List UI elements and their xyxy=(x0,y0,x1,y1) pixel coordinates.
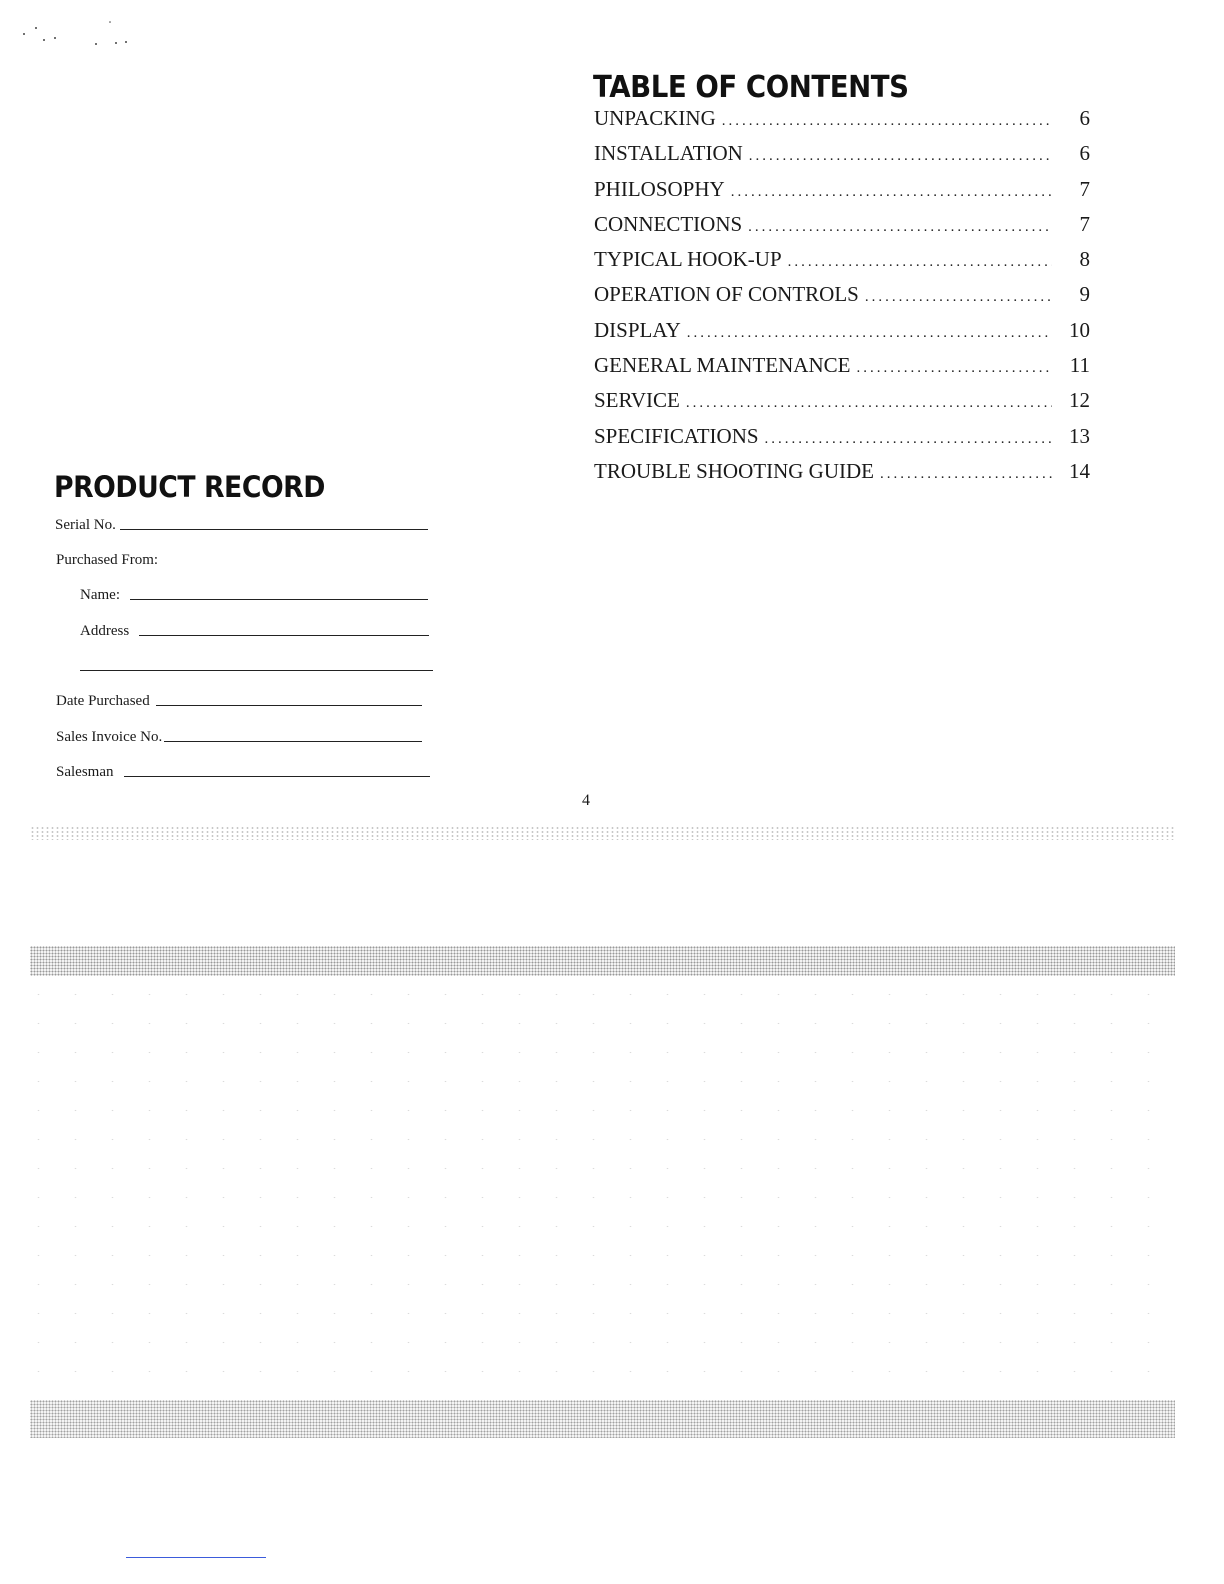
scan-noise-band-upper xyxy=(30,946,1175,976)
address-continuation-line xyxy=(80,669,433,671)
dot-leader xyxy=(856,360,1052,377)
toc-entry-page: 6 xyxy=(1079,141,1090,166)
toc-entry-label: OPERATION OF CONTROLS xyxy=(594,282,859,307)
salesman-label: Salesman xyxy=(56,764,114,780)
toc-entry-page: 7 xyxy=(1079,176,1090,201)
toc-entry xyxy=(594,177,1090,212)
toc-entry-page: 10 xyxy=(1069,317,1090,342)
toc-entry-label: DISPLAY xyxy=(594,317,681,342)
toc-entry xyxy=(594,353,1090,388)
name-label: Name: xyxy=(80,587,120,603)
purchased-from-label: Purchased From: xyxy=(56,552,159,568)
product-record-heading: PRODUCT RECORD xyxy=(54,470,325,504)
address-field xyxy=(80,620,429,640)
dot-leader xyxy=(880,466,1052,483)
sales-invoice-label: Sales Invoice No. xyxy=(56,729,163,745)
salesman-field xyxy=(56,761,430,781)
scan-noise-rule xyxy=(30,826,1175,840)
toc-entry xyxy=(594,106,1090,141)
address-line xyxy=(139,634,429,636)
toc-entry xyxy=(594,212,1090,247)
address-label: Address xyxy=(80,623,130,639)
date-purchased-field xyxy=(56,690,422,710)
dot-leader xyxy=(731,184,1052,201)
toc-entry xyxy=(594,282,1090,317)
dot-leader xyxy=(765,431,1052,448)
page-number: 4 xyxy=(582,792,590,809)
dot-leader xyxy=(748,219,1052,236)
serial-number-field xyxy=(55,514,428,534)
scan-noise-scatter xyxy=(20,980,1180,1400)
toc-entry-page: 13 xyxy=(1069,423,1090,448)
toc-entry-page: 12 xyxy=(1069,388,1090,413)
dot-leader xyxy=(687,325,1052,342)
sales-invoice-line xyxy=(164,740,422,742)
toc-entry xyxy=(594,388,1090,423)
dot-leader xyxy=(722,113,1052,130)
toc-entry-page: 6 xyxy=(1079,106,1090,130)
scan-specks xyxy=(20,20,140,50)
dot-leader xyxy=(788,254,1052,271)
toc-heading: TABLE OF CONTENTS xyxy=(593,70,909,105)
toc-entry-label: UNPACKING xyxy=(594,106,716,130)
toc-list xyxy=(594,106,1090,494)
toc-entry-page: 8 xyxy=(1079,247,1090,272)
toc-entry-label: CONNECTIONS xyxy=(594,211,743,236)
toc-entry-page: 14 xyxy=(1069,458,1090,483)
date-purchased-line xyxy=(156,704,422,706)
toc-entry-label: SPECIFICATIONS xyxy=(594,423,759,448)
toc-entry xyxy=(594,247,1090,282)
toc-entry xyxy=(594,318,1090,353)
toc-entry-page: 9 xyxy=(1079,282,1090,307)
dot-leader xyxy=(749,148,1052,165)
toc-entry-label: PHILOSOPHY xyxy=(594,176,725,201)
toc-entry xyxy=(594,424,1090,459)
sales-invoice-field xyxy=(56,726,422,746)
name-field xyxy=(80,584,428,604)
toc-entry-page: 11 xyxy=(1069,353,1090,378)
scan-blue-line xyxy=(126,1557,266,1558)
toc-entry-label: INSTALLATION xyxy=(594,141,743,166)
purchased-from-field xyxy=(56,549,158,569)
date-purchased-label: Date Purchased xyxy=(56,693,150,709)
toc-entry-label: TYPICAL HOOK-UP xyxy=(594,247,782,272)
toc-entry-label: SERVICE xyxy=(594,388,680,413)
toc-entry xyxy=(594,141,1090,176)
toc-entry-page: 7 xyxy=(1079,211,1090,236)
toc-entry xyxy=(594,459,1090,494)
serial-number-label: Serial No. xyxy=(55,517,116,533)
address-continuation-field xyxy=(80,655,433,675)
scan-noise-band-lower xyxy=(30,1400,1175,1438)
toc-entry-label: TROUBLE SHOOTING GUIDE xyxy=(594,458,874,483)
salesman-line xyxy=(124,775,430,777)
toc-entry-label: GENERAL MAINTENANCE xyxy=(594,353,851,378)
dot-leader xyxy=(686,395,1052,412)
name-line xyxy=(130,598,428,600)
dot-leader xyxy=(865,289,1052,306)
serial-number-line xyxy=(120,528,428,530)
